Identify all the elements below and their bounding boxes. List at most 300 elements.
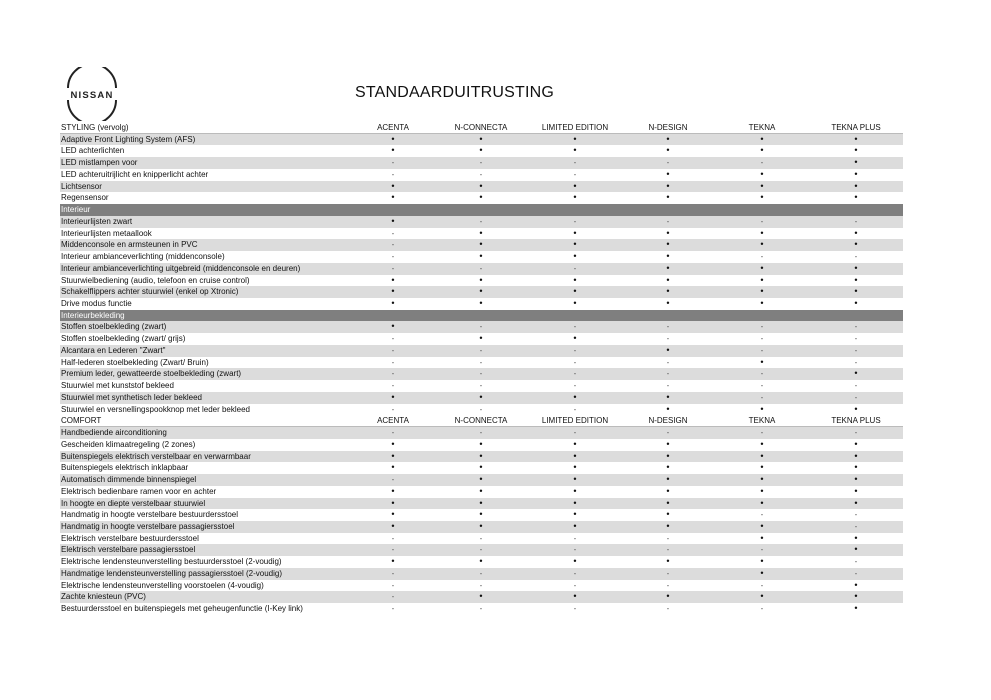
included-mark: •: [666, 192, 670, 203]
not-included-mark: -: [854, 357, 858, 367]
included-mark: •: [760, 462, 764, 473]
table-row: [60, 556, 903, 568]
feature-label: Bestuurdersstoel en buitenspiegels met geheugenfunctie (I-Key link): [61, 604, 303, 614]
table-row: [60, 474, 903, 486]
not-included-mark: -: [854, 216, 858, 226]
included-mark: •: [760, 168, 764, 179]
included-mark: •: [391, 497, 395, 508]
not-included-mark: -: [391, 158, 395, 168]
table-row: [60, 462, 903, 474]
included-mark: •: [391, 556, 395, 567]
included-mark: •: [760, 262, 764, 273]
included-mark: •: [479, 520, 483, 531]
included-mark: •: [573, 239, 577, 250]
feature-label: Stuurwiel en versnellingspookknop met leder bekleed: [61, 404, 250, 414]
not-included-mark: -: [573, 345, 577, 355]
included-mark: •: [479, 474, 483, 485]
included-mark: •: [760, 286, 764, 297]
not-included-mark: -: [854, 334, 858, 344]
table-row: [60, 521, 903, 533]
included-mark: •: [854, 274, 858, 285]
included-mark: •: [760, 450, 764, 461]
column-header: ACENTA: [377, 415, 409, 425]
feature-label: Stoffen stoelbekleding (zwart): [61, 322, 167, 332]
table-row: [60, 380, 903, 392]
not-included-mark: -: [760, 158, 764, 168]
not-included-mark: -: [760, 510, 764, 520]
included-mark: •: [760, 556, 764, 567]
not-included-mark: -: [479, 169, 483, 179]
included-mark: •: [854, 262, 858, 273]
included-mark: •: [666, 180, 670, 191]
not-included-mark: -: [391, 263, 395, 273]
included-mark: •: [573, 192, 577, 203]
table-row: [60, 298, 903, 310]
not-included-mark: -: [573, 322, 577, 332]
included-mark: •: [573, 180, 577, 191]
not-included-mark: -: [666, 381, 670, 391]
not-included-mark: -: [573, 580, 577, 590]
included-mark: •: [760, 133, 764, 144]
included-mark: •: [391, 391, 395, 402]
included-mark: •: [573, 450, 577, 461]
column-header: N-DESIGN: [648, 122, 688, 132]
not-included-mark: -: [666, 545, 670, 555]
not-included-mark: -: [760, 334, 764, 344]
included-mark: •: [479, 227, 483, 238]
included-mark: •: [479, 497, 483, 508]
not-included-mark: -: [666, 604, 670, 614]
included-mark: •: [760, 145, 764, 156]
included-mark: •: [573, 274, 577, 285]
not-included-mark: -: [666, 428, 670, 438]
included-mark: •: [391, 286, 395, 297]
included-mark: •: [479, 556, 483, 567]
included-mark: •: [479, 391, 483, 402]
not-included-mark: -: [391, 580, 395, 590]
not-included-mark: -: [391, 604, 395, 614]
table-row: [60, 286, 903, 298]
table-row: [60, 533, 903, 545]
included-mark: •: [479, 286, 483, 297]
included-mark: •: [573, 133, 577, 144]
included-mark: •: [573, 333, 577, 344]
table-row: [60, 498, 903, 510]
included-mark: •: [666, 239, 670, 250]
feature-label: Stuurwielbediening (audio, telefoon en cruise control): [61, 275, 250, 285]
included-mark: •: [391, 215, 395, 226]
feature-label: Stoffen stoelbekleding (zwart/ grijs): [61, 334, 186, 344]
not-included-mark: -: [391, 334, 395, 344]
not-included-mark: -: [479, 381, 483, 391]
column-header: ACENTA: [377, 122, 409, 132]
included-mark: •: [760, 485, 764, 496]
table-row: [60, 603, 903, 615]
table-row: [60, 392, 903, 404]
not-included-mark: -: [573, 404, 577, 414]
included-mark: •: [854, 532, 858, 543]
feature-label: Middenconsole en armsteunen in PVC: [61, 240, 198, 250]
not-included-mark: -: [391, 592, 395, 602]
table-row: [60, 228, 903, 240]
not-included-mark: -: [573, 568, 577, 578]
included-mark: •: [573, 145, 577, 156]
table-row: [60, 239, 903, 251]
feature-label: Handmatig in hoogte verstelbare bestuurdersstoel: [61, 510, 238, 520]
not-included-mark: -: [479, 580, 483, 590]
included-mark: •: [854, 133, 858, 144]
feature-label: Half-lederen stoelbekleding (Zwart/ Bruin): [61, 357, 209, 367]
section-header-row: [60, 122, 903, 134]
not-included-mark: -: [854, 392, 858, 402]
table-row: [60, 345, 903, 357]
included-mark: •: [391, 485, 395, 496]
included-mark: •: [854, 474, 858, 485]
not-included-mark: -: [573, 545, 577, 555]
column-header: TEKNA: [748, 122, 776, 132]
nissan-logo: [61, 67, 123, 121]
included-mark: •: [666, 462, 670, 473]
not-included-mark: -: [666, 158, 670, 168]
included-mark: •: [854, 544, 858, 555]
not-included-mark: -: [391, 169, 395, 179]
not-included-mark: -: [391, 533, 395, 543]
included-mark: •: [573, 520, 577, 531]
column-header: N-CONNECTA: [454, 122, 508, 132]
included-mark: •: [854, 298, 858, 309]
not-included-mark: -: [854, 521, 858, 531]
included-mark: •: [854, 591, 858, 602]
included-mark: •: [479, 509, 483, 520]
section-header-row: [60, 415, 903, 427]
not-included-mark: -: [760, 216, 764, 226]
column-header: LIMITED EDITION: [541, 122, 609, 132]
feature-label: Elektrisch verstelbare passagiersstoel: [61, 545, 196, 555]
included-mark: •: [479, 192, 483, 203]
included-mark: •: [854, 368, 858, 379]
included-mark: •: [760, 227, 764, 238]
included-mark: •: [666, 251, 670, 262]
included-mark: •: [666, 509, 670, 520]
included-mark: •: [760, 403, 764, 414]
included-mark: •: [391, 462, 395, 473]
subsection-title: Interieurbekleding: [61, 310, 125, 320]
not-included-mark: -: [760, 381, 764, 391]
included-mark: •: [479, 274, 483, 285]
included-mark: •: [854, 450, 858, 461]
included-mark: •: [391, 145, 395, 156]
included-mark: •: [573, 591, 577, 602]
equipment-table: [60, 122, 903, 615]
included-mark: •: [760, 274, 764, 285]
included-mark: •: [666, 168, 670, 179]
column-header: TEKNA PLUS: [831, 415, 881, 425]
not-included-mark: -: [854, 557, 858, 567]
table-row: [60, 544, 903, 556]
included-mark: •: [391, 438, 395, 449]
feature-label: Interieur ambianceverlichting (middenconsole): [61, 252, 225, 262]
not-included-mark: -: [666, 322, 670, 332]
included-mark: •: [854, 403, 858, 414]
not-included-mark: -: [666, 369, 670, 379]
not-included-mark: -: [573, 428, 577, 438]
included-mark: •: [666, 556, 670, 567]
included-mark: •: [666, 298, 670, 309]
not-included-mark: -: [666, 216, 670, 226]
table-row: [60, 321, 903, 333]
not-included-mark: -: [760, 345, 764, 355]
table-row: [60, 568, 903, 580]
included-mark: •: [573, 227, 577, 238]
included-mark: •: [854, 497, 858, 508]
not-included-mark: -: [666, 533, 670, 543]
not-included-mark: -: [760, 545, 764, 555]
not-included-mark: -: [573, 369, 577, 379]
feature-label: In hoogte en diepte verstelbaar stuurwiel: [61, 498, 206, 508]
included-mark: •: [854, 603, 858, 614]
included-mark: •: [666, 520, 670, 531]
not-included-mark: -: [479, 533, 483, 543]
included-mark: •: [391, 450, 395, 461]
included-mark: •: [854, 485, 858, 496]
feature-label: Alcantara en Lederen "Zwart": [61, 345, 166, 355]
not-included-mark: -: [854, 568, 858, 578]
included-mark: •: [760, 567, 764, 578]
feature-label: Elektrisch bedienbare ramen voor en achter: [61, 486, 217, 496]
table-row: [60, 181, 903, 193]
feature-label: Stuurwiel met synthetisch leder bekleed: [61, 392, 202, 402]
feature-label: Interieur ambianceverlichting uitgebreid (middenconsole en deuren): [61, 263, 301, 273]
table-row: [60, 192, 903, 204]
not-included-mark: -: [479, 369, 483, 379]
included-mark: •: [760, 520, 764, 531]
table-row: [60, 275, 903, 287]
section-title: COMFORT: [61, 415, 102, 425]
not-included-mark: -: [479, 345, 483, 355]
included-mark: •: [573, 497, 577, 508]
not-included-mark: -: [391, 240, 395, 250]
feature-label: Handmatig in hoogte verstelbare passagiersstoel: [61, 521, 235, 531]
included-mark: •: [666, 438, 670, 449]
not-included-mark: -: [573, 169, 577, 179]
not-included-mark: -: [666, 357, 670, 367]
not-included-mark: -: [391, 228, 395, 238]
feature-label: Buitenspiegels elektrisch inklapbaar: [61, 463, 189, 473]
table-row: [60, 439, 903, 451]
not-included-mark: -: [573, 381, 577, 391]
not-included-mark: -: [479, 357, 483, 367]
not-included-mark: -: [479, 604, 483, 614]
column-header: LIMITED EDITION: [541, 415, 609, 425]
not-included-mark: -: [391, 404, 395, 414]
not-included-mark: -: [479, 568, 483, 578]
included-mark: •: [854, 227, 858, 238]
svg-text:NISSAN: NISSAN: [70, 90, 114, 101]
table-row: [60, 580, 903, 592]
feature-label: Gescheiden klimaatregeling (2 zones): [61, 439, 196, 449]
not-included-mark: -: [391, 369, 395, 379]
included-mark: •: [391, 298, 395, 309]
included-mark: •: [760, 497, 764, 508]
included-mark: •: [666, 227, 670, 238]
not-included-mark: -: [479, 404, 483, 414]
not-included-mark: -: [760, 580, 764, 590]
page-title: STANDAARDUITRUSTING: [355, 84, 555, 101]
table-row: [60, 451, 903, 463]
not-included-mark: -: [479, 545, 483, 555]
feature-label: Zachte kniesteun (PVC): [61, 592, 146, 602]
not-included-mark: -: [391, 357, 395, 367]
table-row: [60, 157, 903, 169]
not-included-mark: -: [479, 158, 483, 168]
included-mark: •: [479, 180, 483, 191]
table-row: [60, 263, 903, 275]
included-mark: •: [391, 509, 395, 520]
not-included-mark: -: [391, 428, 395, 438]
included-mark: •: [854, 462, 858, 473]
not-included-mark: -: [854, 345, 858, 355]
not-included-mark: -: [391, 475, 395, 485]
feature-label: Interieurlijsten zwart: [61, 216, 133, 226]
included-mark: •: [391, 321, 395, 332]
included-mark: •: [573, 485, 577, 496]
column-header: N-DESIGN: [648, 415, 688, 425]
included-mark: •: [573, 509, 577, 520]
table-row: [60, 486, 903, 498]
not-included-mark: -: [573, 158, 577, 168]
included-mark: •: [479, 438, 483, 449]
feature-label: Buitenspiegels elektrisch verstelbaar en verwarmbaar: [61, 451, 251, 461]
not-included-mark: -: [760, 604, 764, 614]
table-row: [60, 134, 903, 146]
table-row: [60, 216, 903, 228]
included-mark: •: [854, 579, 858, 590]
included-mark: •: [666, 391, 670, 402]
included-mark: •: [666, 591, 670, 602]
included-mark: •: [479, 251, 483, 262]
included-mark: •: [573, 286, 577, 297]
included-mark: •: [854, 239, 858, 250]
column-header: TEKNA PLUS: [831, 122, 881, 132]
included-mark: •: [666, 344, 670, 355]
included-mark: •: [479, 133, 483, 144]
included-mark: •: [854, 192, 858, 203]
table-row: [60, 357, 903, 369]
table-row: [60, 333, 903, 345]
included-mark: •: [666, 450, 670, 461]
not-included-mark: -: [760, 428, 764, 438]
included-mark: •: [573, 462, 577, 473]
not-included-mark: -: [854, 322, 858, 332]
subsection-row: [60, 204, 903, 216]
included-mark: •: [854, 157, 858, 168]
not-included-mark: -: [391, 568, 395, 578]
included-mark: •: [760, 532, 764, 543]
included-mark: •: [479, 145, 483, 156]
included-mark: •: [854, 438, 858, 449]
included-mark: •: [760, 474, 764, 485]
feature-label: Schakelflippers achter stuurwiel (enkel op Xtronic): [61, 287, 239, 297]
not-included-mark: -: [391, 345, 395, 355]
not-included-mark: -: [573, 357, 577, 367]
included-mark: •: [760, 180, 764, 191]
included-mark: •: [666, 274, 670, 285]
included-mark: •: [479, 450, 483, 461]
column-header: TEKNA: [748, 415, 776, 425]
subsection-row: [60, 310, 903, 322]
table-row: [60, 368, 903, 380]
not-included-mark: -: [573, 216, 577, 226]
not-included-mark: -: [760, 369, 764, 379]
table-row: [60, 509, 903, 521]
included-mark: •: [573, 298, 577, 309]
not-included-mark: -: [391, 252, 395, 262]
not-included-mark: -: [854, 510, 858, 520]
feature-label: Elektrische lendensteunverstelling bestuurdersstoel (2-voudig): [61, 557, 282, 567]
included-mark: •: [479, 485, 483, 496]
column-header: N-CONNECTA: [454, 415, 508, 425]
not-included-mark: -: [854, 381, 858, 391]
table-row: [60, 169, 903, 181]
included-mark: •: [666, 497, 670, 508]
feature-label: Adaptive Front Lighting System (AFS): [61, 134, 196, 144]
table-row: [60, 145, 903, 157]
included-mark: •: [760, 298, 764, 309]
included-mark: •: [760, 438, 764, 449]
included-mark: •: [666, 403, 670, 414]
feature-label: Regensensor: [61, 193, 109, 203]
feature-label: LED achterlichten: [61, 146, 125, 156]
included-mark: •: [760, 239, 764, 250]
included-mark: •: [760, 591, 764, 602]
not-included-mark: -: [391, 381, 395, 391]
included-mark: •: [479, 239, 483, 250]
included-mark: •: [666, 145, 670, 156]
included-mark: •: [666, 133, 670, 144]
included-mark: •: [573, 556, 577, 567]
included-mark: •: [573, 438, 577, 449]
feature-label: Handmatige lendensteunverstelling passagiersstoel (2-voudig): [61, 568, 283, 578]
feature-label: Premium leder, gewatteerde stoelbekleding (zwart): [61, 369, 242, 379]
not-included-mark: -: [666, 568, 670, 578]
included-mark: •: [391, 192, 395, 203]
included-mark: •: [666, 262, 670, 273]
not-included-mark: -: [760, 252, 764, 262]
feature-label: LED mistlampen voor: [61, 158, 138, 168]
not-included-mark: -: [854, 252, 858, 262]
included-mark: •: [391, 133, 395, 144]
included-mark: •: [391, 520, 395, 531]
not-included-mark: -: [760, 322, 764, 332]
included-mark: •: [854, 145, 858, 156]
included-mark: •: [760, 192, 764, 203]
not-included-mark: -: [479, 263, 483, 273]
subsection-title: Interieur: [61, 205, 91, 215]
included-mark: •: [391, 180, 395, 191]
included-mark: •: [760, 356, 764, 367]
section-title: STYLING (vervolg): [61, 122, 129, 132]
feature-label: Lichtsensor: [61, 181, 102, 191]
included-mark: •: [573, 474, 577, 485]
not-included-mark: -: [760, 392, 764, 402]
not-included-mark: -: [479, 428, 483, 438]
feature-label: LED achteruitrijlicht en knipperlicht achter: [61, 169, 209, 179]
table-row: [60, 427, 903, 439]
table-row: [60, 251, 903, 263]
feature-label: Elektrisch verstelbare bestuurdersstoel: [61, 533, 199, 543]
included-mark: •: [479, 333, 483, 344]
included-mark: •: [479, 591, 483, 602]
